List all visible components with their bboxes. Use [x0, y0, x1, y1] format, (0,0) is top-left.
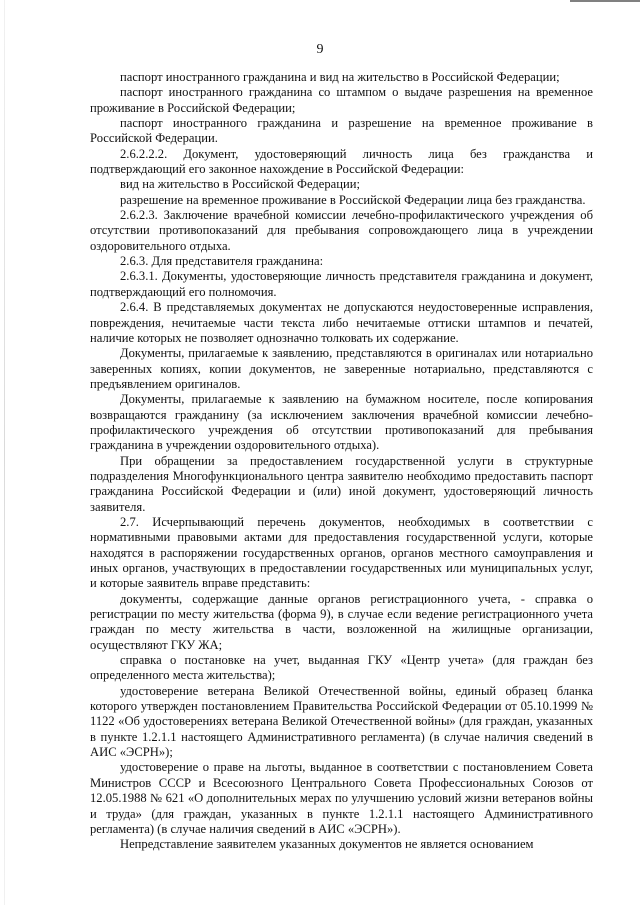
paragraph: 2.7. Исчерпывающий перечень документов, необходимых в соответствии с нормативными правовыми актами для предоставления государственной услуги, которые находятся в распоряжении государственных органов, органов местного самоуправления и иных органов, участвующих в предоставлении государственных или муниципальных услуг, и которые заявитель вправе представить: — [90, 514, 593, 591]
paragraph: Документы, прилагаемые к заявлению, представляются в оригиналах или нотариально заверенных копиях, копии документов, не заверенные нотариально, представляются с предъявлением оригиналов. — [90, 346, 593, 391]
paragraph: паспорт иностранного гражданина со штампом о выдаче разрешения на временное проживание в Российской Федерации; — [90, 85, 593, 115]
page-number: 9 — [316, 42, 324, 57]
paragraph: Непредставление заявителем указанных документов не является основанием — [120, 837, 534, 852]
paragraph: удостоверение ветерана Великой Отечественной войны, единый образец бланка которого утвержден постановлением Правительства Российской Федерации от 05.10.1999 № 1122 «Об удостоверениях ветерана Великой Отечественной войны» (для граждан, указанных в пункте 1.2.1.1 настоящего Административного регламента) (в случае наличия сведений в АИС «ЭСРН»); — [90, 683, 593, 760]
paragraph: 2.6.3. Для представителя гражданина: — [120, 254, 324, 269]
paragraph: справка о постановке на учет, выданная ГКУ «Центр учета» (для граждан без определенного места жительства); — [90, 653, 593, 683]
paragraph: 2.6.2.2.2. Документ, удостоверяющий личность лица без гражданства и подтверждающий его законное нахождение в Российской Федерации: — [90, 146, 593, 177]
paragraph: паспорт иностранного гражданина и вид на жительство в Российской Федерации; — [120, 70, 560, 84]
paragraph: документы, содержащие данные органов регистрационного учета, - справка о регистрации по месту жительства (форма 9), в случае если ведение регистрационного учета граждан по месту жительства в части, возложенной на жилищные организации, осуществляют ГКУ ЖА; — [90, 591, 593, 652]
paragraph: удостоверение о праве на льготы, выданное в соответствии с постановлением Совета Министров СССР и Всесоюзного Центрального Совета Профессиональных Союзов от 12.05.1988 № 621 «О дополнительных мерах по улучшению условий жизни ветеранов войны и труда» (для граждан, указанных в пункте 1.2.1.1 настоящего Административного регламента) (в случае наличия сведений в АИС «ЭСРН»). — [90, 760, 593, 836]
paragraph: 2.6.2.3. Заключение врачебной комиссии лечебно-профилактического учреждения об отсутствии противопоказаний для пребывания сопровождающего лица в учреждении оздоровительного отдыха. — [90, 208, 593, 253]
paragraph: паспорт иностранного гражданина и разрешение на временное проживание в Российской Федерации. — [90, 116, 593, 146]
paragraph: вид на жительство в Российской Федерации; — [120, 177, 360, 192]
scan-corner-mark — [570, 0, 640, 10]
body-text — [90, 70, 593, 853]
paragraph: 2.6.4. В представляемых документах не допускаются неудостоверенные исправления, повреждения, нечитаемые части текста либо нечитаемые оттиски штампов и печатей, наличие которых не позволяет однозначно толковать их содержание. — [90, 300, 593, 345]
paragraph: 2.6.3.1. Документы, удостоверяющие личность представителя гражданина и документ, подтверждающий его полномочия. — [90, 269, 593, 299]
paragraph: Документы, прилагаемые к заявлению на бумажном носителе, после копирования возвращаются гражданину (за исключением заключения врачебной комиссии лечебно-профилактического учреждения об отсутствии противопоказаний для пребывания гражданина в учреждении оздоровительного отдыха). — [90, 392, 593, 453]
paragraph: При обращении за предоставлением государственной услуги в структурные подразделения Многофункционального центра заявителю необходимо предоставить паспорт гражданина Российской Федерации и (или) иной документ, удостоверяющий личность заявителя. — [90, 453, 593, 514]
scan-edge-shadow — [4, 0, 5, 905]
paragraph: разрешение на временное проживание в Российской Федерации лица без гражданства. — [120, 192, 586, 207]
